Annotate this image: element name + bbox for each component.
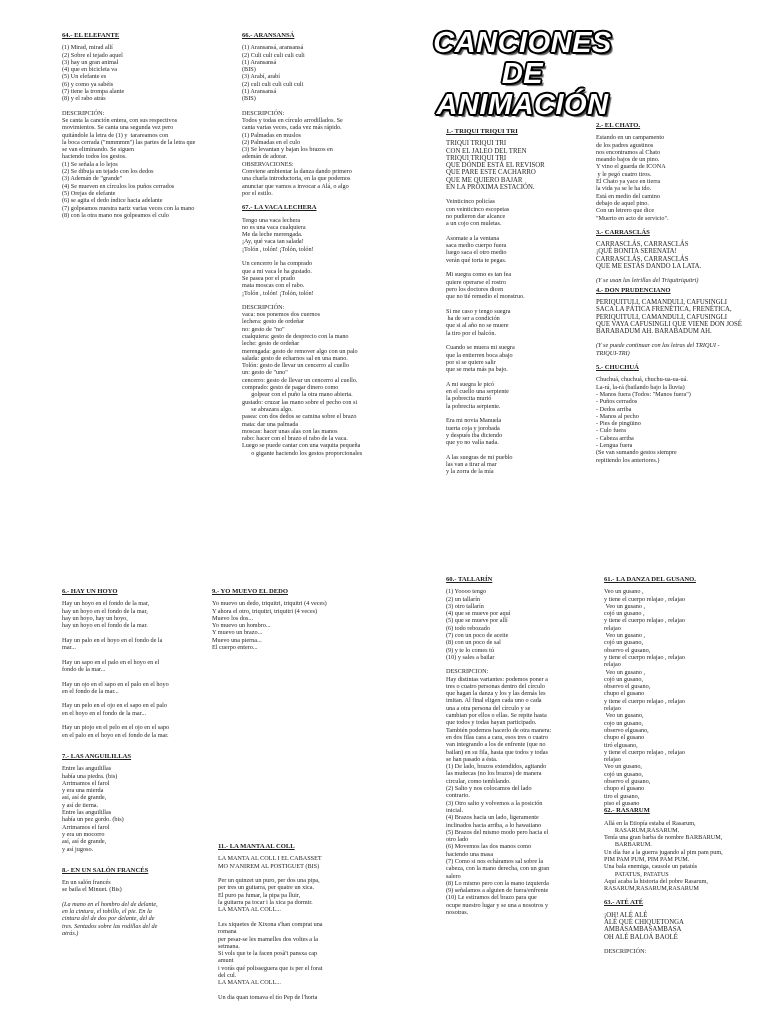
song-lyrics: ¡OH! ALÉ ALÉ ALÉ QUÉ CHIQUETONGA AMBASAMBASAMBASA OH ALÉ BALOÁ BAOLÉ: [604, 911, 684, 941]
song-title: 61.- LA DANZA DEL GUSANO.: [604, 576, 696, 583]
song-title: 66.- ARANSANSÁ: [242, 32, 295, 39]
song-title: 64.- EL ELEFANTE: [62, 32, 120, 39]
song-title: 8.- EN UN SALÓN FRANCÉS: [62, 866, 149, 874]
song-title: 5.- CHUCHUÁ: [596, 364, 639, 372]
song-description: DESCRIPCIÓN: Se canta la canción entera, con sus respectivos movimientos. Se canta una segunda vez pero quitándole la letra de (1) y tarareamos con la boca cerrada ("mmmmm") las partes de la letra que se van eliminando. Se siguen haciendo todos los gestos. (1) Se señala a lo lejos (2) Se dibuja un tejado con los dedos (3) Ademán de "grande" (4) Se mueven en círculos los puños cerrados (5) Orejas de elefante (6) se agita el dedo índice hacia adelante (7) golpeamos nuestra nariz varias veces con la mano (8) con la otra mano nos golpeamos el culo: [62, 109, 196, 219]
page-gap: [0, 540, 768, 576]
song-coll: [218, 843, 398, 1024]
song-lyrics: Hay un hoyo en el fondo de la mar, hay un hoyo en el fondo de la mar, hay un hoyo, hay un hoyo, hay un hoyo en el fondo de la mar. Hay un palo en el hoyo en el fondo de la mar... Hay un sapo en el palo en el hoyo en el fondo de la mar... Hay un ojo en el sapo en el palo en el hoyo en el fondo de la mar... Hay un pelo en el ojo en el sapo en el palo en el hoyo en el fondo de la mar... Hay un piojo en el pelo en el ojo en el sapo en el palo en el hoyo en el fondo de la mar.: [62, 600, 170, 739]
song-lyrics: PERIQUITULI, CAMANDULI, CAFUSINGLI SACA LA PÁTICA FRENÉTICA, FRENÉTICA, PERIQUITULI, CAMANDULI, CAFUSINGLI QUE VAYA CAFUSINGLI QUE VIENE DON JOSÉ BARABADUM AH. BARABADUM AH.: [596, 298, 742, 336]
song-lyrics: Estando en un campamento de los padres agustinos nos encontramos al Chato meando bajos de un pino. Y vino el guarda de ICONA y le pegó cuatro tiros. El Chato ya yace en tierra la vida ya se le ha ido. Está en medio del camino debajo de aquel pino. Con un letrero que dice "Muerto en acto de servicio".: [596, 134, 669, 222]
song-lyrics: CARRASCLÁS, CARRASCLÁS ¡QUÉ BONITA SERENATA! CARRASCLÁS, CARRASCLÁS QUE ME ESTÁS DANDO LA LATA.: [596, 241, 702, 271]
song-title: 9.- YO MUEVO EL DEDO: [212, 588, 289, 595]
song-aransansa: [242, 32, 402, 457]
song-lyrics: (1) Aransansá, aransansá (2) Culi culi culi culi culi (1) Aransansá (BIS) (3) Arabí, arabí (2) culi culi culi culi culi (1) Aransansá (BIS): [242, 44, 305, 103]
song-title: 6.- HAY UN HOYO: [62, 588, 118, 595]
song-chato: [596, 122, 756, 464]
song-note: (Y se puede continuar con las letras del TRIQUI - TRIQUI-TRI): [596, 342, 720, 357]
song-lyrics: Allá en la Etiopía estaba el Rasarum, RASARUM,RASARUM. Tenía una gran barba de nombre BARBARUM, BARBARUM. Un día fue a la guerra jugando al pim pam pum, PIM PAM PUM, PIM PAM PUM. Una bala enemiga, causole un patatús PATATUS, PATATUS Aquí acaba la historia del pobre Rasarum, RASARUM,RASARUM,RASARUM: [604, 819, 723, 893]
song-lyrics: LA MANTA AL COLL I EL CABASSET MO N'ANIREM AL POSTIGUET (BIS) Per un quinzet un puro, per dos una pipa, per tres un guitarra, per quatre un xica. El puro pa fumar, la pipa pa lluir, la guitarra pa tocar i la xica pa dormir. LA MANTA AL COLL... Les xiquetes de Xixona s'han comprat una romana per pesar-se les mamelles dos voltes a la setmana. Si vols que te la facen posà't pansxa cap amunt i vorás qué polisseguera que is per el forat del cul. LA MANTA AL COLL... Un dia quan tomava el tío Pep de l'horta: [218, 855, 323, 1001]
song-title: 1.- TRIQUI TRIQUI TRI: [446, 128, 518, 135]
song-elefante: [62, 32, 232, 219]
song-title: 60.- TALLARÍN: [446, 576, 493, 583]
song-description: DESCRIPCION: Hay distintas variantes: podemos poner a tres o cuatro personas dentro del círculo que hagan la danza y los y las demás les imitan. Al final eligen cada uno o cada una a otra persona del círculo y se cambian por ellos o ellas. Se repite hasta que todos y todas hayan participado. También podemos hacerlo de otra manera: en dos filas cara a cara, esos tres o cuatro van integrando a los de enfrente (que no bailan) en su fila, hasta que todos y todas se han pasado a ésta. (1) De lado, brazos extendidos, agitando las muñecas (no los brazos) de manera circular, como temblando. (2) Salto y nos colocamos del lado contrario. (3) Otro salto y volvemos a la posición inicial. (4) Brazos hacia un lado, ligeramente inclinados hacia arriba, a lo hawaiiano (5) Brazos del mismo modo pero hacia el otro lado (6) Movemos las dos manos como haciendo una masa (7) Como si nos echáramos sal sobre la cabeza, con la mano derecha, con un gran salero (8) Lo mismo pero con la mano izquierda (9) señalamos a alguien de fuera/enfrente (10) Le estiramos del brazo para que ocupe nuestro lugar y se una a nosotros y nosotras.: [446, 668, 552, 917]
song-lyrics: Tengo una vaca lechera no es una vaca cualquiera Me da leche merengada. ¡Ay, qué vaca tan salada! ¡Tolón , tolón! ¡Tolón, tolón! Un cencerro le ha comprado que a mi vaca le ha gustado. Se pasea por el prado mata moscas con el rabo. ¡Tolón , tolón! ¡Tolón, tolón!: [242, 216, 314, 297]
song-title: 67.- LA VACA LECHERA: [242, 204, 317, 212]
song-description: DESCRIPCIÓN:: [604, 947, 647, 955]
song-verses: Veinticinco policías con veinticinco escopetas no pudieron dar alcance a un cojo con muletas. Asomate a la ventana saca medio cuerpo fuera luego saca el otro medio verán qué torta te pegas. Mi suegra como es tan fea quiere operarse el rostro pero los doctores dicen que no tié remedio el monstruo. Si me caso y tengo suegra ha de ser a condición que si al año no se muere la tiro por el balcón. Cuando se muera mi suegra que la entierren boca abajo por si se quiere salir que se meta más pa bajo. A mi suegra le picó en el cuello una serpiente la pobrecita murió la pobrecita serpiente. Era mi novia Manuela tuerta coja y jorobada y después iba diciendo que yo no valía nada. A las suegras de mi pueblo las van a tirar al mar y la zorra de la mía: [446, 198, 525, 476]
banner-title: [410, 27, 635, 121]
song-title: 4.- DON PRUDENCIANO: [596, 286, 671, 294]
song-lyrics: TRIQUI TRIQUI TRI CON EL JALEO DEL TREN TRIQUI TRIQUI TRI QUE DÓNDE ESTÁ EL REVISOR QUE PARE ESTE CACHARRO QUE ME QUIERO BAJAR EN LA PRÓXIMA ESTACIÓN.: [446, 140, 545, 192]
song-description: DESCRIPCIÓN: vaca: nos ponemos dos cuernos lechera: gesto de ordeñar no: gesto de "no" cualquiera: gesto de desprecio con la mano leche: gesto de ordeñar merengada: gesto de remover algo con un palo salada: gesto de echarnos sal en una mano. Tolón: gesto de llevar un cencerro al cuello un: gesto de "uno" cencerro: gesto de llevar un cencerro al cuello. comprado: gesto de pagar dinero como golpear con el puño la otra mano abierta. gustado: cruzar las mano sobre el pecho con si se abrazara algo. pasea: con dos dedos se camina sobre el brazo mata: dar una palmada moscas: hacer unas alas con las manos rabo: hacer con el brazo el rabo de la vaca. Luego se puede cantar con una vaquita pequeña o gigante haciendo los gestos proporcionales: [242, 303, 363, 457]
song-lyrics: (1) Yoooo tengo (2) un tallarín (3) otro tallarín (4) que se mueve por aquí (5) que se mueve por allí (6) todo rebozado (7) con un poco de aceite (8) con un poco de sal (9) y te lo comes tú (10) y sales a bailar: [446, 588, 511, 661]
song-hoyo: [62, 588, 210, 937]
song-note: (Y se usan las letrillas del Triquitriquitri): [596, 277, 699, 285]
song-title: 7.- LAS ANGUILILLAS: [62, 752, 132, 760]
song-title: 3.- CARRASCLÁS: [596, 228, 650, 236]
song-lyrics: Entre las anguilillas había una piedra. (bis) Arrimamos el farol y era una mierda así, así de grande, y así de tierna. Entre las anguilillas había un pez gordo. (bis) Arrimamos el farol y era un mocorro así, así de grande, y así jugoso.: [62, 765, 124, 853]
song-note: (La mano en el hombro del de delante, en la cintura, el tobillo, el pie. En la cintura del de dos por delante, del de tres. Sentados sobre las rodillas del de atrás.): [62, 900, 158, 937]
song-title: 63.- ATÉ ATÉ: [604, 899, 644, 907]
song-triqui: [446, 128, 586, 536]
song-lyrics: Chuchuá, chuchuá, chuchu-ua-ua-uá. La-rá, la-rá (bailando bajo la lluvia) - Manos fuera (Todos: "Manos fuera") - Puños cerrados - Dedos arriba - Manos al pecho - Pies de pingüino - Culo fuera - Cabeza arriba - Lengua fuera (Se van sumando gestos siempre repitiendo los anteriores.): [596, 376, 691, 464]
banner-line-2: ANIMACIÓN: [436, 89, 609, 121]
song-title: 62.- RASARUM: [604, 807, 650, 815]
song-lyrics: Yo muevo un dedo, triquitri, triquitri (4 veces) Y ahora el otro, triquitri, triquitri (4 veces) Muevo los dos... Yo muevo un hombro... Y muevo un brazo... Muevo una pierna... El cuerpo entero...: [212, 600, 327, 652]
song-title: 2.- EL CHATO.: [596, 122, 641, 129]
song-dedo: [212, 588, 382, 651]
song-tallarin: [446, 576, 592, 916]
song-title: 11.- LA MANTA AL COLL: [218, 843, 295, 850]
song-lyrics: (1) Mirad, mirad allí (2) Sobre el tejado aquel (3) hay un gran animal (4) que en bicicleta va (5) Un elefante es (6) y como ya sabéis (7) tiene la trompa alante (8) y el rabo atrás: [62, 44, 125, 103]
song-description: DESCRIPCIÓN: Todos y todas en círculo arrodillados. Se canta varias veces, cada vez más rápido. (1) Palmadas en muslos (2) Palmadas en el culo (3) Se levantan y bajan los brazos en ademán de adorar. OBSERVACIONES: Conviene ambientar la danza dando primero una charla introductoria, en la que podemos anunciar que vamos a invocar a Alá, o algo por el estilo.: [242, 109, 352, 197]
song-lyrics: En un salón francés se baila el Minuet. (Bis): [62, 879, 122, 894]
banner-line-1: CANCIONES DE: [433, 27, 612, 90]
song-gusano: [604, 576, 758, 1024]
song-lyrics: Veo un gusano , y tiene el cuerpo relajao , relajao Veo un gusano , cojó un gusano , y tiene el cuerpo relajao , relajao relajao Veo un gusano , cojó un gusano, observo el gusano, y tiene el cuerpo relajao , relajao relajao Veo un gusano , cojó un gusano, observo el gusano, chupo el gusano y tiene el cuerpo relajao , relajao relajao Veo un gusano, cojo un gusano, observo elgusano, chupo el gusano tiró elgusano, y tiene el cuerpo relajao , relajao relajao Veo un gusano, cojó un gusano, observo el gusano, chupo el gusano tiro el gusano, piso el gusano: [604, 588, 685, 807]
